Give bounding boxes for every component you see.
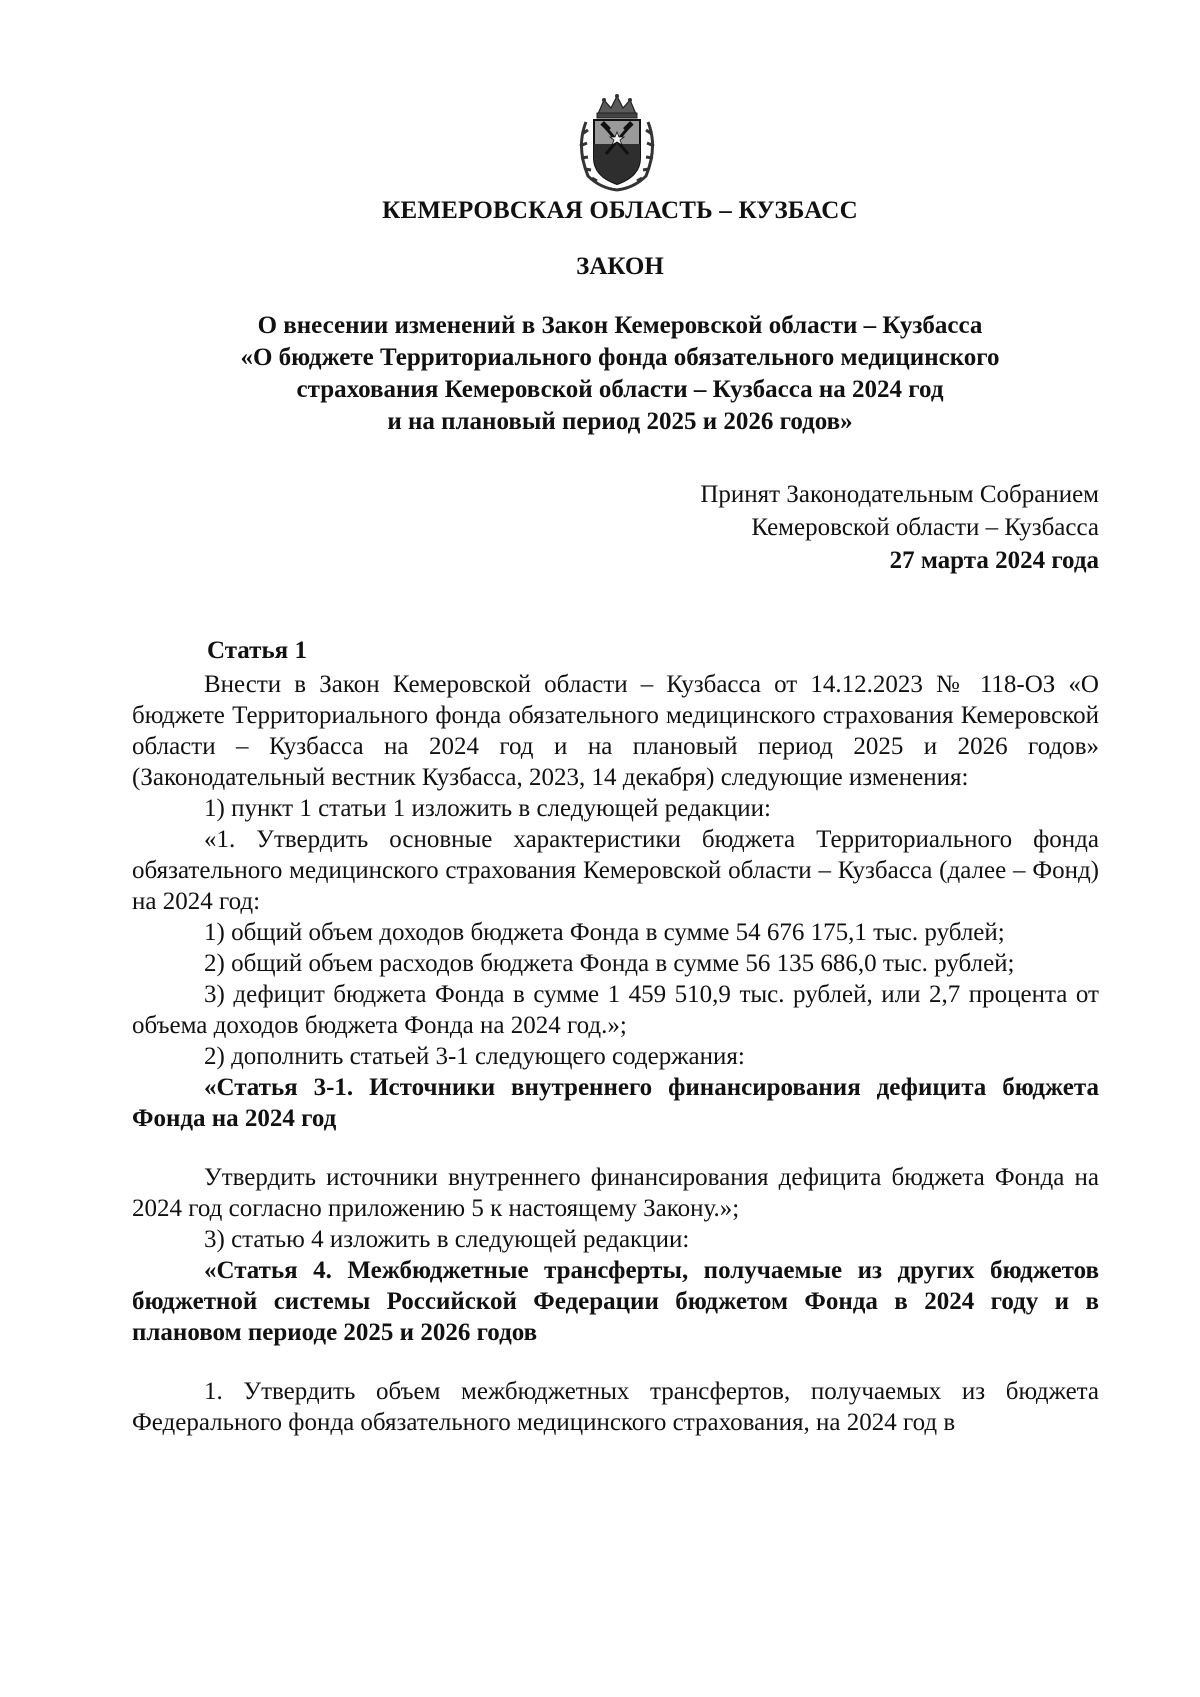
article-subheading: «Статья 4. Межбюджетные трансферты, получаемые из других бюджетов бюджетной системы Российской Федерации бюджетом Фонда в 2024 году и в плановом периоде 2025 и 2026 годов bbox=[132, 1257, 1099, 1346]
document-type: ЗАКОН bbox=[576, 253, 664, 280]
article-paragraph: 1. Утвердить объем межбюджетных трансфертов, получаемых из бюджета Федерального фонда обязательного медицинского страхования, на 2024 год в bbox=[132, 1378, 1099, 1436]
coat-of-arms-icon bbox=[570, 92, 664, 192]
adoption-line: Кемеровской области – Кузбасса bbox=[751, 514, 1099, 541]
article-paragraph: Внести в Закон Кемеровской области – Кузбасса от 14.12.2023 № 118-ОЗ «О бюджете Территориального фонда обязательного медицинского страхования Кемеровской области – Кузбасса на 2024 год и на плановый период 2025 и 2026 годов» (Законодательный вестник Кузбасса, 2023, 14 декабря) следующие изменения: bbox=[132, 671, 1099, 791]
article-paragraph: 2) общий объем расходов бюджета Фонда в сумме 56 135 686,0 тыс. рублей; bbox=[204, 950, 1015, 977]
law-title bbox=[140, 310, 1100, 438]
paragraph-gap bbox=[132, 1348, 1099, 1376]
region-header: КЕМЕРОВСКАЯ ОБЛАСТЬ – КУЗБАСС bbox=[382, 197, 858, 224]
article-body bbox=[132, 669, 1099, 1438]
paragraph-gap bbox=[132, 1134, 1099, 1162]
law-title-line: и на плановый период 2025 и 2026 годов» bbox=[387, 408, 853, 435]
article-paragraph: 3) статью 4 изложить в следующей редакции: bbox=[204, 1226, 690, 1253]
article-paragraph: Утвердить источники внутреннего финансирования дефицита бюджета Фонда на 2024 год согласно приложению 5 к настоящему Закону.»; bbox=[132, 1164, 1099, 1222]
article-paragraph: «1. Утвердить основные характеристики бюджета Территориального фонда обязательного медицинского страхования Кемеровской области – Кузбасса (далее – Фонд) на 2024 год: bbox=[132, 826, 1099, 915]
law-title-line: О внесении изменений в Закон Кемеровской области – Кузбасса bbox=[257, 312, 983, 339]
law-title-line: страхования Кемеровской области – Кузбасса на 2024 год bbox=[296, 376, 944, 403]
article-subheading: «Статья 3-1. Источники внутреннего финансирования дефицита бюджета Фонда на 2024 год bbox=[132, 1074, 1099, 1132]
adoption-note bbox=[700, 478, 1099, 577]
law-title-line: «О бюджете Территориального фонда обязательного медицинского bbox=[240, 344, 1000, 371]
article-paragraph: 1) общий объем доходов бюджета Фонда в сумме 54 676 175,1 тыс. рублей; bbox=[204, 919, 1005, 946]
adoption-date: 27 марта 2024 года bbox=[889, 547, 1099, 574]
article-paragraph: 2) дополнить статьей 3-1 следующего содержания: bbox=[204, 1043, 745, 1070]
article-paragraph: 1) пункт 1 статьи 1 изложить в следующей редакции: bbox=[204, 795, 771, 822]
adoption-line: Принят Законодательным Собранием bbox=[700, 481, 1099, 508]
article-heading: Статья 1 bbox=[207, 637, 307, 664]
article-paragraph: 3) дефицит бюджета Фонда в сумме 1 459 510,9 тыс. рублей, или 2,7 процента от объема доходов бюджета Фонда на 2024 год.»; bbox=[132, 981, 1099, 1039]
